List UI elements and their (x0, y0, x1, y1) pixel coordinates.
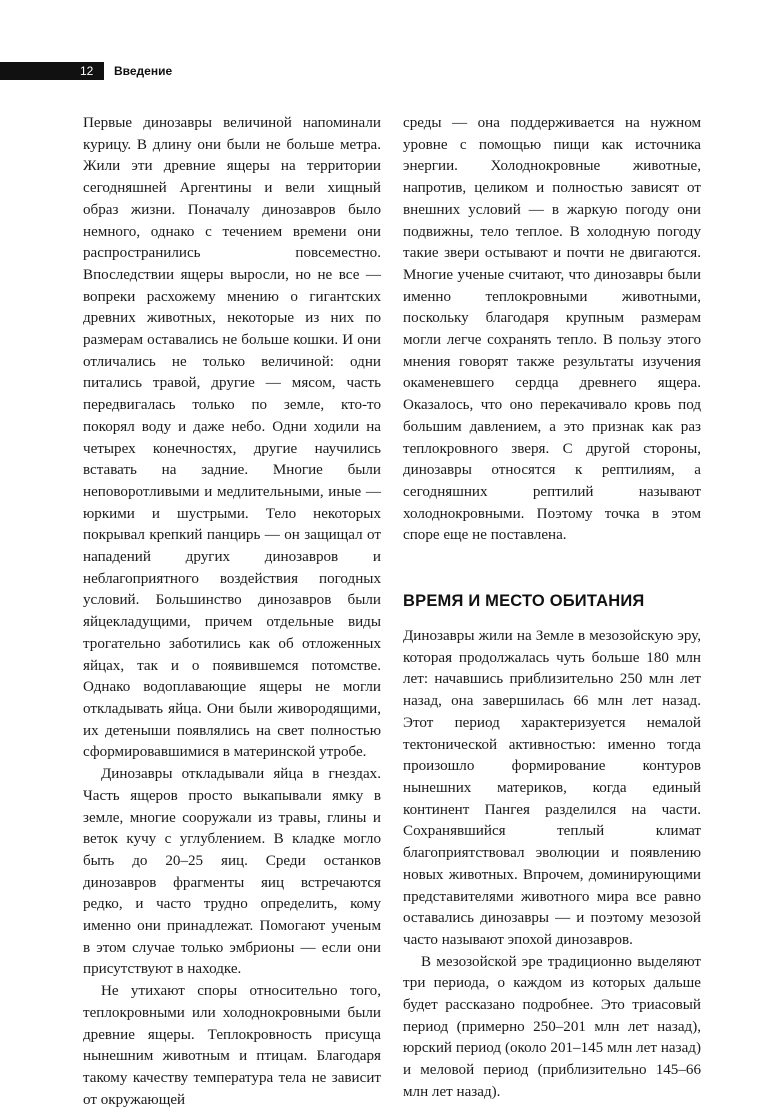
paragraph: Динозавры жили на Земле в мезозойскую эру, которая продолжалась чуть больше 180 млн лет: начавшись приблизительно 250 млн лет назад, она завершилась 66 млн лет назад. Этот период характеризуется немалой тектонической активностью: именно тогда произошло формирование контуров нынешних материков, когда единый континент Пангея разделился на части. Сохранявшийся теплый климат благоприятствовал эволюции и появлению новых животных. Впрочем, доминирующими представителями животного мира все равно оставались динозавры — и поэтому мезозой часто называют эпохой динозавров. (403, 628, 701, 948)
paragraph: Динозавры откладывали яйца в гнездах. Часть ящеров просто выкапывали ямку в земле, многие сооружали из травы, глины и веток кучу с углублением. В кладке могло быть до 20–25 яиц. Среди останков динозавров фрагменты яиц встречаются редко, и часто трудно определить, кому именно они принадлежат. Помогают ученым в этом случае только эмбрионы — если они присутствуют в находке. (83, 766, 381, 978)
page-number: 12 (80, 64, 94, 78)
right-column (403, 113, 701, 1104)
left-column (83, 113, 381, 1111)
paragraph-continued: среды — она поддерживается на нужном уровне с помощью пищи как источника энергии. Холоднокровные животные, напротив, целиком и полностью зависят от внешних условий — в жаркую погоду они подвижны, тело теплое. В холодную погоду такие звери остывают и почти не двигаются. Многие ученые считают, что динозавры были именно теплокровными животными, поскольку благодаря крупным размерам могли легче сохранять тепло. В пользу этого мнения говорят также результаты изучения окаменевшего сердца древнего ящера. Оказалось, что оно перекачивало кровь под большим давлением, а это признак как раз теплокровного зверя. С другой стороны, динозавры относятся к рептилиям, а сегодняшних рептилий называют холоднокровными. Поэтому точка в этом споре еще не поставлена. (403, 115, 701, 544)
running-head: Введение (114, 64, 173, 78)
paragraph: Первые динозавры величиной напоминали курицу. В длину они были не больше метра. Жили эти древние ящеры на территории сегодняшней Аргентины и вели хищный образ жизни. Поначалу динозавров было немного, однако с течением времени они распространились повсеместно. Впоследствии ящеры выросли, но не все — вопреки расхожему мнению о гигантских древних животных, некоторые из них по размерам оставались не больше кошки. И они отличались не только величиной: одни питались травой, другие — мясом, часть передвигалась только по земле, кто-то покорял воду и даже небо. Одни ходили на четырех конечностях, другие научились вставать на задние. Многие были неповоротливыми и медлительными, иные — юркими и шустрыми. Тело некоторых покрывал крепкий панцирь — он защищал от нападений других динозавров и неблагоприятного воздействия погодных условий. Большинство динозавров были яйцекладущими, причем отдельные виды трогательно заботились как об отложенных яйцах, так и о появившемся потомстве. Однако водоплавающие ящеры не могли откладывать яйца. Они были живородящими, их детеныши появлялись на свет полностью сформировавшимися в материнской утробе. (83, 115, 381, 761)
paragraph: В мезозойской эре традиционно выделяют три периода, о каждом из которых дальше будет рассказано подробнее. Это триасовый период (примерно 250–201 млн лет назад), юрский период (около 201–145 млн лет назад) и меловой период (приблизительно 145–66 млн лет назад). (403, 953, 701, 1100)
paragraph: Не утихают споры относительно того, теплокровными или холоднокровными были древние ящеры. Теплокровность присуща нынешним животным и птицам. Благодаря такому качеству температура тела не зависит от окружающей (83, 983, 381, 1108)
section-heading: ВРЕМЯ И МЕСТО ОБИТАНИЯ (403, 592, 645, 611)
